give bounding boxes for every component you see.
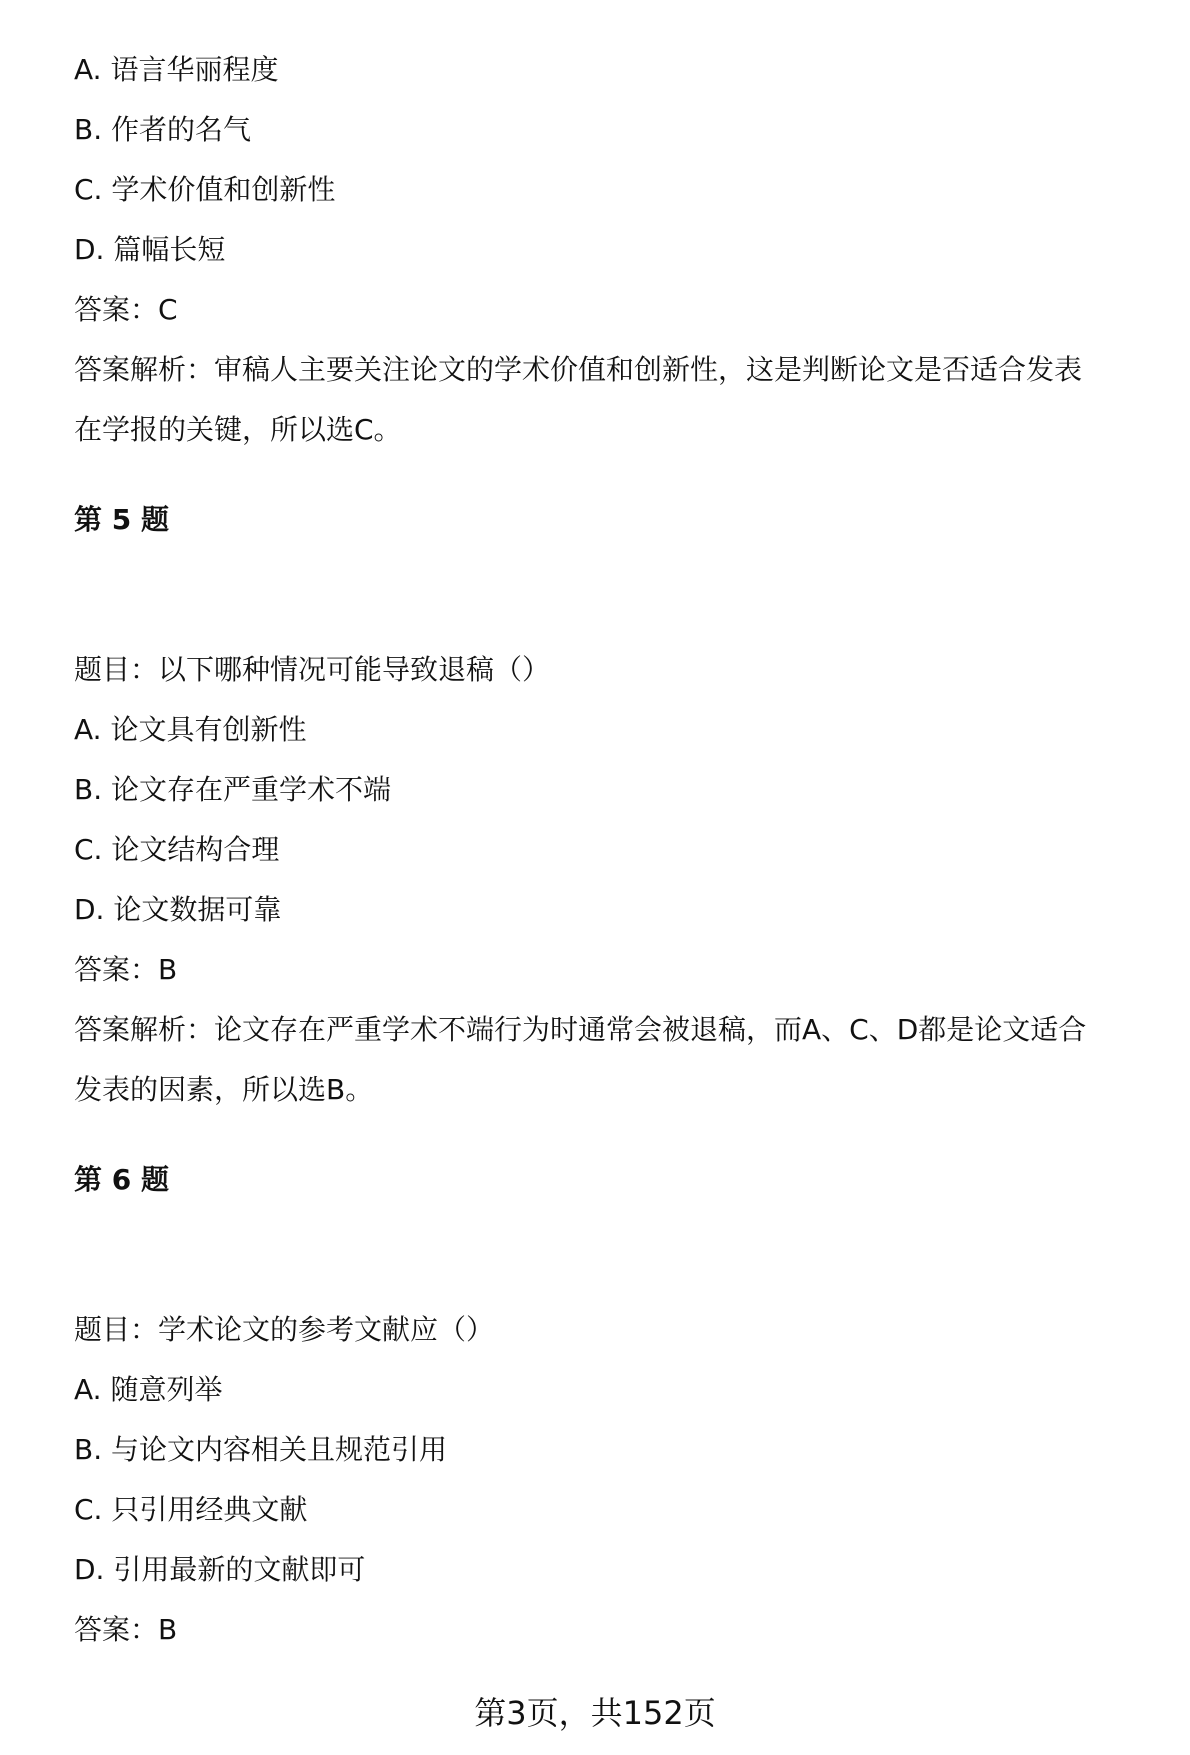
answer: 答案：C: [74, 293, 178, 326]
question-5-text: 题目：以下哪种情况可能导致退稿（）: [74, 653, 551, 686]
question-5-explanation-cont: 发表的因素，所以选B。: [74, 1073, 374, 1106]
question-5-option-a: A. 论文具有创新性: [74, 713, 307, 746]
question-5-explanation: 答案解析：论文存在严重学术不端行为时通常会被退稿，而A、C、D都是论文适合: [74, 1013, 1087, 1046]
question-6-option-b: B. 与论文内容相关且规范引用: [74, 1433, 448, 1466]
question-5-heading: 第 5 题: [74, 503, 169, 536]
question-6-option-c: C. 只引用经典文献: [74, 1493, 308, 1526]
option-c: C. 学术价值和创新性: [74, 173, 336, 206]
question-5-option-d: D. 论文数据可靠: [74, 893, 282, 926]
option-a: A. 语言华丽程度: [74, 53, 279, 86]
answer-explanation-cont: 在学报的关键，所以选C。: [74, 413, 402, 446]
question-6-option-d: D. 引用最新的文献即可: [74, 1553, 366, 1586]
question-5-option-c: C. 论文结构合理: [74, 833, 280, 866]
option-d: D. 篇幅长短: [74, 233, 226, 266]
question-6-heading: 第 6 题: [74, 1163, 169, 1196]
question-5-option-b: B. 论文存在严重学术不端: [74, 773, 392, 806]
option-b: B. 作者的名气: [74, 113, 252, 146]
question-6-answer: 答案：B: [74, 1613, 178, 1646]
question-6-option-a: A. 随意列举: [74, 1373, 223, 1406]
answer-explanation: 答案解析：审稿人主要关注论文的学术价值和创新性，这是判断论文是否适合发表: [74, 353, 1083, 386]
page-number-footer: 第3页，共152页: [474, 1694, 716, 1732]
question-5-answer: 答案：B: [74, 953, 178, 986]
question-6-text: 题目：学术论文的参考文献应（）: [74, 1313, 495, 1346]
